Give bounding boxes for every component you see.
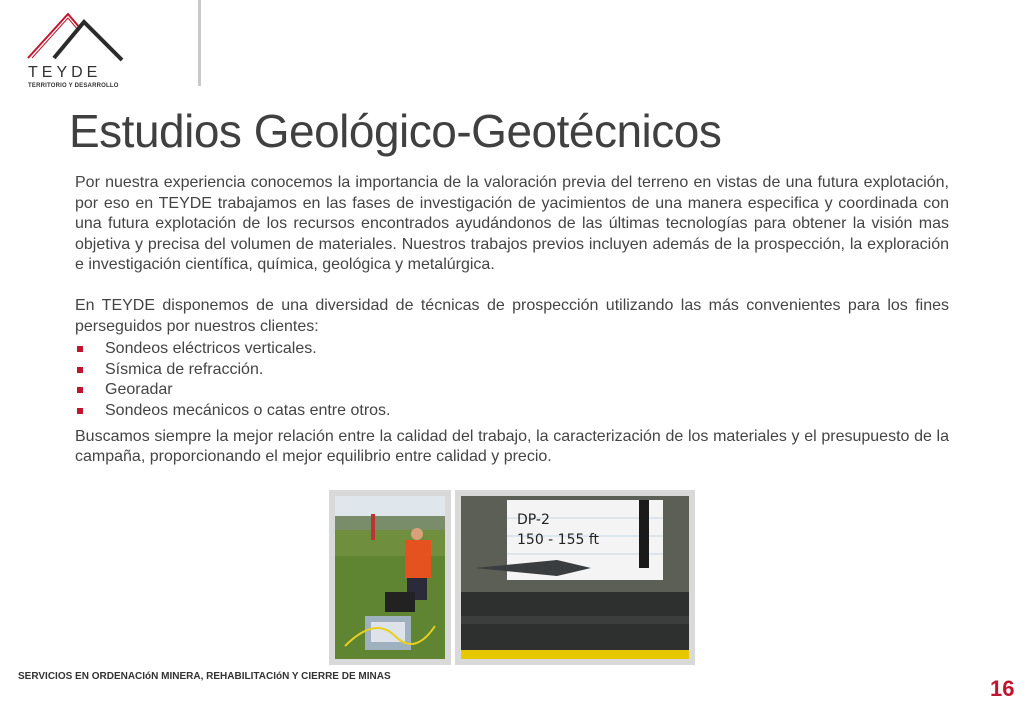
header-divider (198, 0, 201, 86)
logo-tagline: TERRITORIO Y DESARROLLO (28, 83, 119, 89)
list-item: Sondeos mecánicos o catas entre otros. (75, 401, 949, 422)
list-item: Sísmica de refracción. (75, 360, 949, 381)
page-title: Estudios Geológico-Geotécnicos (69, 105, 722, 157)
list-item: Georadar (75, 380, 949, 401)
logo-name: TEYDE (28, 64, 102, 81)
bullet-icon (77, 387, 83, 393)
list-item: Sondeos eléctricos verticales. (75, 339, 949, 360)
sample-label-line2: 150 - 155 ft (517, 532, 600, 548)
footer-text: SERVICIOS EN ORDENACIóN MINERA, REHABILITACIóN Y CIERRE DE MINAS (18, 671, 391, 682)
field-survey-photo (329, 490, 451, 665)
bullet-icon (77, 367, 83, 373)
techniques-list (75, 339, 949, 421)
body-content (75, 173, 949, 468)
closing-paragraph: Buscamos siempre la mejor relación entre la calidad del trabajo, la caracterización de los materiales y el presupuesto de la campaña, proporcionando el mejor equilibrio entre calidad y precio. (75, 427, 949, 466)
intro-paragraph: Por nuestra experiencia conocemos la importancia de la valoración previa del terreno en vistas de una futura explotación, por eso en TEYDE trabajamos en las fases de investigación de yacimientos de una manera especifica y coordinada con una futura explotación de los recursos encontrados ayudándonos de las últimas tecnologías para obtener la visión mas objetiva y precisa del volumen de materiales. Nuestros trabajos previos incluyen además de la prospección, la exploración e investigación científica, química, geológica y metalúrgica. (75, 174, 949, 274)
core-sample-photo (455, 490, 695, 665)
bullet-icon (77, 346, 83, 352)
sample-label-line1: DP-2 (517, 512, 550, 528)
techniques-paragraph: En TEYDE disponemos de una diversidad de técnicas de prospección utilizando las más convenientes para los fines perseguidos por nuestros clientes: (75, 296, 949, 335)
page-number: 16 (990, 676, 1015, 701)
bullet-icon (77, 408, 83, 414)
